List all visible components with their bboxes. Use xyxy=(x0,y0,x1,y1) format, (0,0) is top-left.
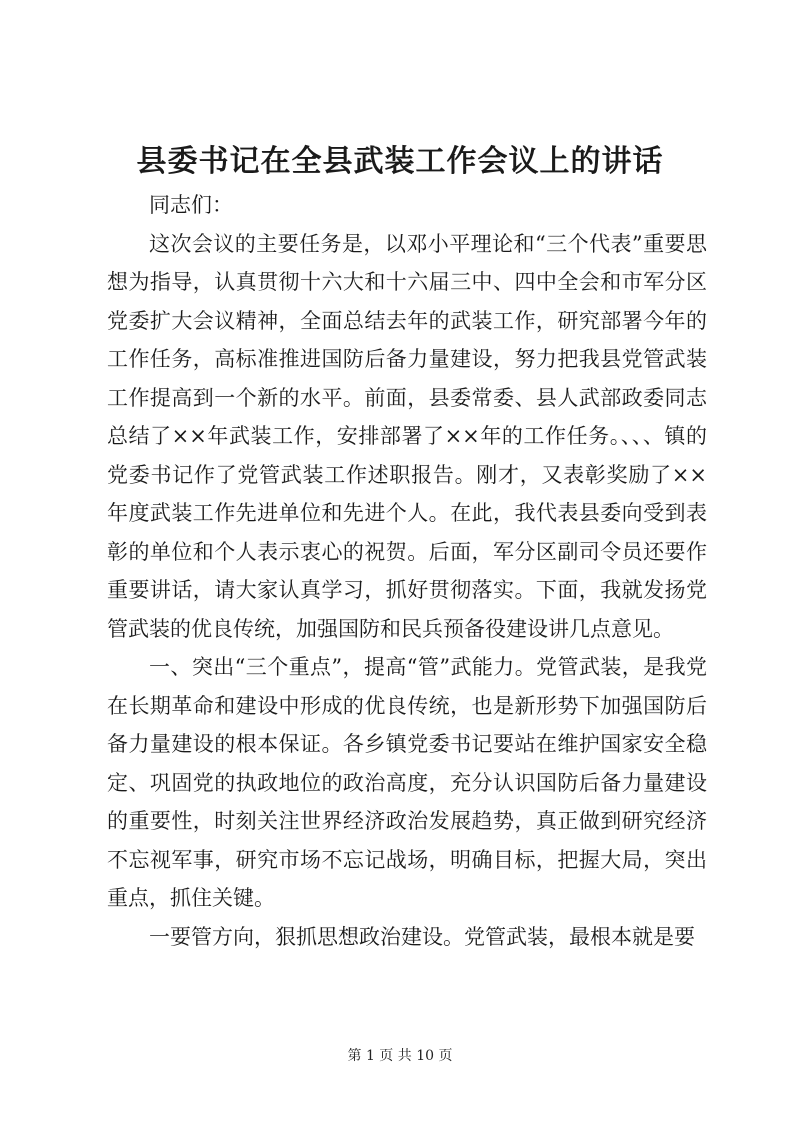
body-paragraph-intro: 这次会议的主要任务是，以邓小平理论和“三个代表”重要思想为指导，认真贯彻十六大和十六届三中、四中全会和市军分区党委扩大会议精神，全面总结去年的武装工作，研究部署今年的工作任务，高标准推进国防后备力量建设，努力把我县党管武装工作提高到一个新的水平。前面，县委常委、县人武部政委同志总结了××年武装工作，安排部署了××年的工作任务。、、、镇的党委书记作了党管武装工作述职报告。刚才，又表彰奖励了××年度武装工作先进单位和先进个人。在此，我代表县委向受到表彰的单位和个人表示衷心的祝贺。后面，军分区副司令员还要作重要讲话，请大家认真学习，抓好贯彻落实。下面，我就发扬党管武装的优良传统，加强国防和民兵预备役建设讲几点意见。 xyxy=(107,231,707,641)
body-paragraph-section-one: 一、突出“三个重点”，提高“管”武能力。党管武装，是我党在长期革命和建设中形成的优良传统，也是新形势下加强国防后备力量建设的根本保证。各乡镇党委书记要站在维护国家安全稳定、巩固党的执政地位的政治高度，充分认识国防后备力量建设的重要性，时刻关注世界经济政治发展趋势，真正做到研究经济不忘视军事，研究市场不忘记战场，明确目标，把握大局，突出重点，抓住关键。 xyxy=(107,655,707,910)
document-title: 县委书记在全县武装工作会议上的讲话 xyxy=(136,144,664,179)
document-body xyxy=(107,186,707,956)
salutation-paragraph: 同志们： xyxy=(149,193,233,217)
page-number-footer: 第 1 页 共 10 页 xyxy=(347,1048,453,1064)
body-paragraph-direction: 一要管方向，狠抓思想政治建设。党管武装，最根本就是要 xyxy=(149,924,695,949)
